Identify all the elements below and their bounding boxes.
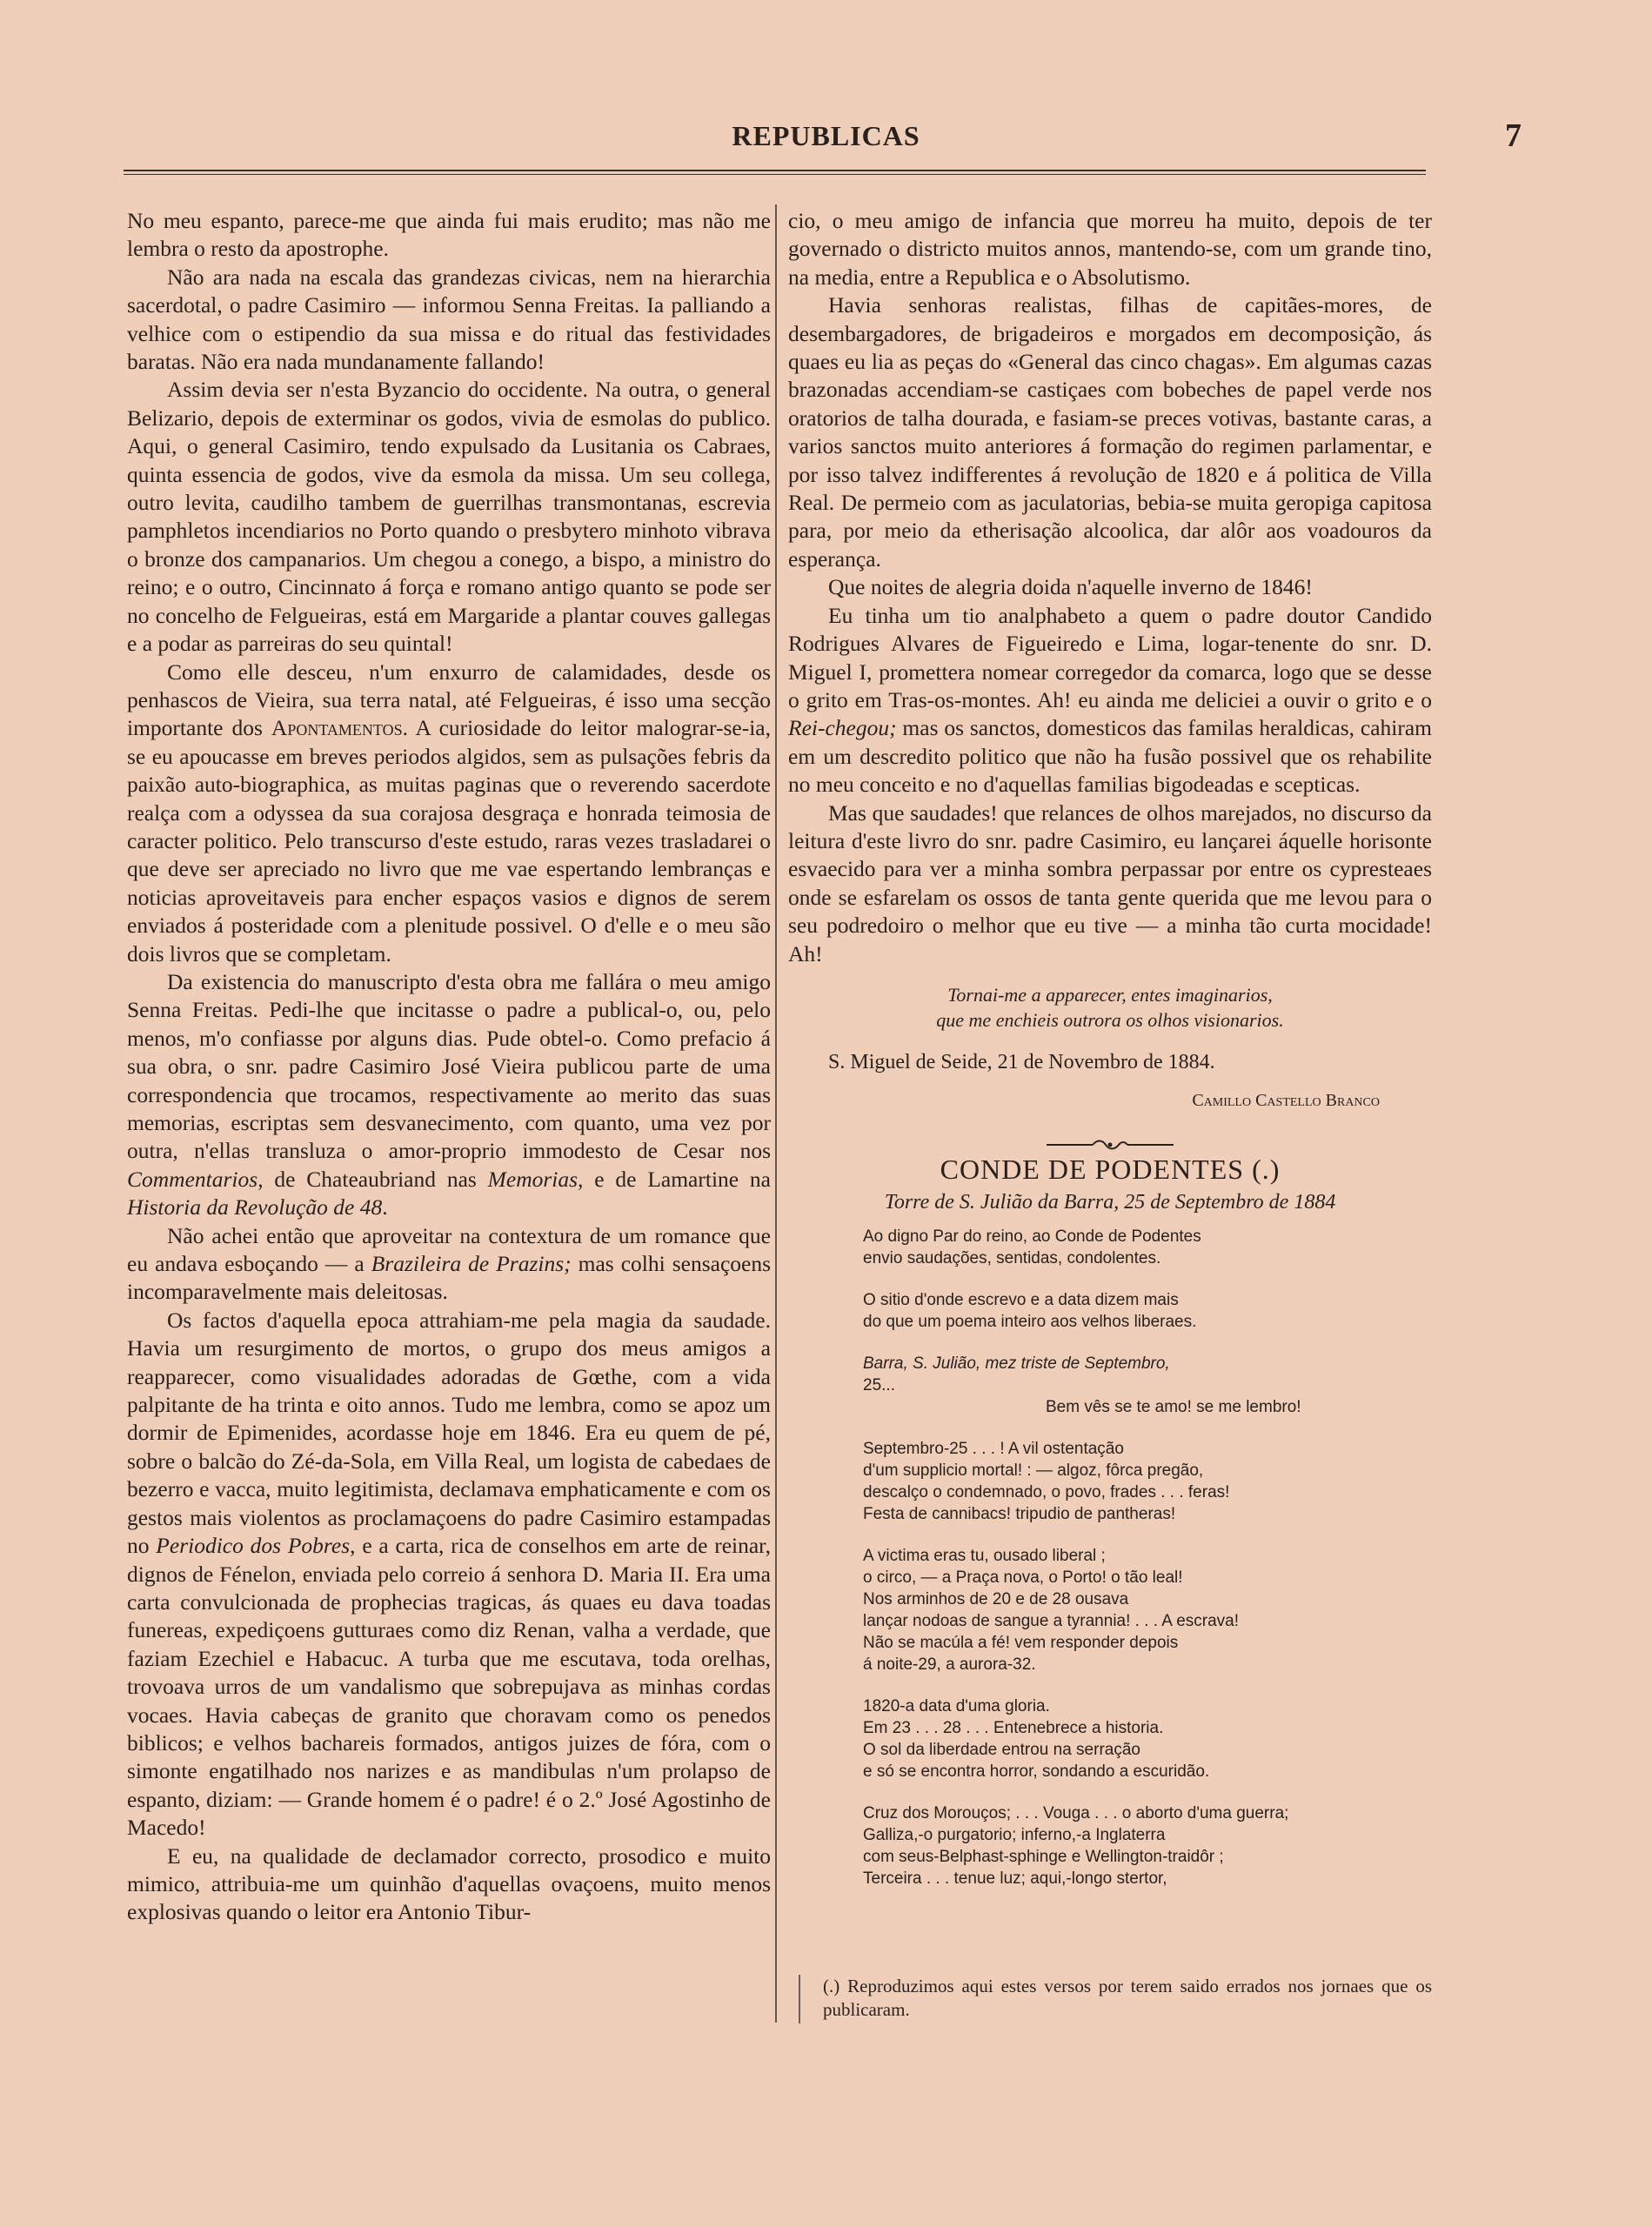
poem-stanza <box>863 1695 1432 1782</box>
text-run: mas os sanctos, domesticos das familas heraldicas, cahiram em um descredito politico que não ha fusão possivel que os rehabilite no meu conceito e no d'aquellas familias bigodeadas e scepticas. <box>788 715 1432 798</box>
poem-line: O sitio d'onde escrevo e a data dizem mais <box>863 1290 1179 1309</box>
poem-line: Cruz dos Morouços; . . . Vouga . . . o aborto d'uma guerra; <box>863 1803 1289 1822</box>
signature: Camillo Castello Branco <box>1192 1091 1380 1111</box>
poem-line: Não se macúla a fé! vem responder depois <box>863 1633 1179 1652</box>
decorative-rule-ornament-icon <box>788 1131 1432 1148</box>
paragraph <box>127 1222 771 1307</box>
poem-line: com seus-Belphast-sphinge e Wellington-traidôr ; <box>863 1847 1224 1866</box>
left-column <box>127 207 771 1927</box>
dateline: S. Miguel de Seide, 21 de Novembro de 1884. <box>828 1050 1215 1073</box>
text-run: Não achei então que aproveitar na contextura de um romance que eu andava esboçando — a <box>127 1222 771 1277</box>
paragraph <box>788 602 1432 799</box>
poem-line: 1820-a data d'uma gloria. <box>863 1696 1050 1715</box>
text-run: Os factos d'aquella epoca attrahiam-me pela magia da saudade. Havia um resurgimento de mortos, o grupo dos meus amigos a reapparecer, como visualidades adoradas de Gœthe, com a vida palpitante de ha trinta e oito annos. Tudo me lembra, como se apoz um dormir de Epimenides, acordasse hoje em 1846. Era eu quem de pé, sobre o balcão do Zé-da-Sola, em Villa Real, um logista de cabedaes de bezerro e vacca, muito legitimista, declamava emphaticamente e com os gestos mais violentos as proclamaçoens do padre Casimiro estampadas no <box>127 1307 771 1559</box>
right-column <box>788 207 1432 1909</box>
poem-line: e só se encontra horror, sondando a escuridão. <box>863 1762 1210 1781</box>
text-run: Como elle desceu, n'um enxurro de calamidades, desde os penhascos de Vieira, sua terra natal, até Felgueiras, é isso uma secção importante dos <box>127 659 771 741</box>
page-number: 7 <box>1505 117 1522 154</box>
poem-stanza <box>863 1289 1432 1333</box>
footnote-bracket <box>799 1975 800 2023</box>
paragraph <box>127 659 771 968</box>
poem-stanza <box>863 1545 1432 1675</box>
poem-line: Septembro-25 . . . ! A vil ostentação <box>863 1439 1124 1458</box>
running-title: REPUBLICAS <box>732 120 920 151</box>
book-title-smallcaps: Apontamentos <box>271 715 403 741</box>
paragraph <box>127 1307 771 1842</box>
footnote-text: (.) Reproduzimos aqui estes versos por terem saido errados nos jornaes que os publicaram. <box>823 1976 1432 2020</box>
text-run: e de Lamartine na <box>583 1166 771 1192</box>
poem-title: CONDE DE PODENTES (.) <box>940 1153 1281 1185</box>
poem-body <box>863 1226 1432 1889</box>
poem-line: 25... <box>863 1375 895 1394</box>
paragraph <box>127 968 771 1222</box>
poem-line: Galliza,-o purgatorio; inferno,-a Inglaterra <box>863 1825 1166 1844</box>
italic-title: Historia da Revolução de 48 <box>127 1194 383 1221</box>
text-run: Da existencia do manuscripto d'esta obra me fallára o meu amigo Senna Freitas. Pedi-lhe que incitasse o padre a publical-o, ou, pelo menos, m'o confiasse por alguns dias. Pude obtel-o. Como prefacio á sua obra, o snr. padre Casimiro José Vieira publicou parte de uma correspondencia que trocamos, respectivamente ao merito das suas memorias, escriptas sem desvanecimento, com quanto, uma vez por outra, n'ellas transluza o amor-proprio immodesto de Cesar nos <box>127 968 771 1164</box>
poem-line: Terceira . . . tenue luz; aqui,-longo stertor, <box>863 1869 1167 1888</box>
italic-title: Periodico dos Pobres <box>156 1533 351 1559</box>
text-run: mas colhi sensaçoens incomparavelmente mais deleitosas. <box>127 1251 771 1305</box>
text-run: Eu tinha um tio analphabeto a quem o padre doutor Candido Rodrigues Alvares de Figueiredo e Lima, logar-tenente do snr. D. Miguel I, promettera nomear corregedor da comarca, logo que se desse o grito em Tras-os-montes. Ah! eu ainda me deliciei a ouvir o grito e o <box>788 602 1432 712</box>
poem-line: A victima eras tu, ousado liberal ; <box>863 1546 1106 1565</box>
poem-subtitle: Torre de S. Julião da Barra, 25 de Septembro de 1884 <box>884 1191 1336 1214</box>
paragraph: cio, o meu amigo de infancia que morreu ha muito, depois de ter governado o districto muitos annos, mantendo-se, com um grande tino, na media, entre a Republica e o Absolutismo. <box>788 208 1432 290</box>
epigraph <box>788 982 1432 1033</box>
poem-line: do que um poema inteiro aos velhos liberaes. <box>863 1312 1197 1331</box>
poem-line: Bem vês se te amo! se me lembro! <box>1046 1397 1301 1416</box>
epigraph-line: que me enchieis outrora os olhos visionarios. <box>936 1008 1284 1031</box>
paragraph: Assim devia ser n'esta Byzancio do occidente. Na outra, o general Belizario, depois de exterminar os godos, vivia de esmolas do publico. Aqui, o general Casimiro, tendo expulsado da Lusitania os Cabraes, quinta essencia de godos, vive da esmola da missa. Um seu collega, outro levita, caudilho tambem de guerrilhas transmontanas, escrevia pamphletos incendiarios no Porto quando o presbytero minhoto vibrava o bronze dos campanarios. Um chegou a conego, a bispo, a ministro do reino; e o outro, Cincinnato á força e romano antigo quanto se pode ser no concelho de Felgueiras, está em Margaride a plantar couves gallegas e a podar as parreiras do seu quintal! <box>127 377 771 657</box>
poem-line: Barra, S. Julião, mez triste de Septembro, <box>863 1354 1170 1373</box>
paragraph: Havia senhoras realistas, filhas de capitães-mores, de desembargadores, de brigadeiros e morgados em decomposição, ás quaes eu lia as peças do «General das cinco chagas». Em algumas cazas brazonadas accendiam-se castiçaes com bobeches de papel verde nos oratorios de talha dourada, e fasiam-se preces votivas, bastante caras, a varios sanctos muito anteriores á formação do regimen parlamentar, e por isso talvez indifferentes á revolução de 1820 e á politica de Villa Real. De permeio com as jaculatorias, bebia-se muita geropiga capitosa para, por meio da etherisação alcoolica, dar alôr aos voadouros da esperança. <box>788 292 1432 572</box>
epigraph-line: Tornai-me a apparecer, entes imaginarios, <box>947 983 1273 1006</box>
paragraph: Mas que saudades! que relances de olhos marejados, no discurso da leitura d'este livro do snr. padre Casimiro, eu lançarei áquelle horisonte esvaecido para ver a minha sombra perpassar por entre os cypresteaes onde se esfarelam os ossos de tanta gente querida que me levou para o seu podredoiro o melhor que eu tive — a minha tão curta mocidade! Ah! <box>788 799 1432 966</box>
paragraph: E eu, na qualidade de declamador correcto, prosodico e muito mimico, attribuia-me um quinhão d'aquellas ovaçoens, muito menos explosivas quando o leitor era Antonio Tibur- <box>127 1842 771 1925</box>
text-run: , e a carta, rica de conselhos em arte de reinar, dignos de Fénelon, enviada pelo correio á senhora D. Maria II. Era uma carta convulcionada de prophecias tragicas, ás quaes eu dava toadas funereas, expediçoens gutturaes como diz Renan, valha a verdade, que faziam Ezechiel e Habacuc. A turba que me escutava, toda orelhas, trovoava urros de um vandalismo que sobrepujava as minhas cordas vocaes. Havia cabeças de granito que choravam como os penedos biblicos; e velhos bachareis formados, antigos juizes de fóra, com o simonte engatilhado nos narizes e as mandibulas n'um prolapso de espanto, diziam: — Grande homem é o padre! é o 2.º José Agostinho de Macedo! <box>127 1533 772 1841</box>
poem-line: Ao digno Par do reino, ao Conde de Podentes <box>863 1227 1201 1246</box>
poem-line: lançar nodoas de sangue a tyrannia! . . . A escrava! <box>863 1611 1239 1630</box>
poem-line: á noite-29, a aurora-32. <box>863 1655 1036 1674</box>
poem-line: d'um supplicio mortal! : — algoz, fôrca pregão, <box>863 1461 1204 1480</box>
paragraph: No meu espanto, parece-me que ainda fui mais erudito; mas não me lembra o resto da apostrophe. <box>127 208 771 262</box>
poem-stanza <box>863 1438 1432 1525</box>
poem-stanza <box>863 1353 1432 1418</box>
page-header <box>122 111 1530 164</box>
poem-line: o circo, — a Praça nova, o Porto! o tão leal! <box>863 1568 1183 1587</box>
poem-line: O sol da liberdade entrou na serração <box>863 1740 1140 1759</box>
text-run: . A curiosidade do leitor malograr-se-ia, se eu apoucasse em breves periodos algidos, sem as pulsações febris da paixão auto-biographica, as muitas paginas que o reverendo sacerdote realça com a odyssea da sua corajosa desgraça e honrada teimosia de caracter politico. Pelo transcurso d'este estudo, raras vezes trasladarei o que deve ser apreciado no livro que me vae espertando lembranças e noticias aproveitaveis para encher espaços vasios e dignos de serem enviados á posteridade com a plenitude possivel. O d'elle e o meu são dois livros que se completam. <box>127 715 771 966</box>
poem-stanza <box>863 1226 1432 1269</box>
poem-line: Festa de cannibacs! tripudio de pantheras! <box>863 1504 1176 1523</box>
poem-stanza <box>863 1802 1432 1889</box>
italic-title: Brazileira de Prazins; <box>371 1251 572 1277</box>
paragraph: Que noites de alegria doida n'aquelle inverno de 1846! <box>828 574 1313 600</box>
column-divider <box>775 204 777 2023</box>
footnote <box>823 1975 1432 2022</box>
italic-title: Commentarios <box>127 1166 258 1192</box>
poem-line: envio saudações, sentidas, condolentes. <box>863 1248 1161 1267</box>
poem-line: Nos arminhos de 20 e de 28 ousava <box>863 1589 1129 1608</box>
italic-phrase: Rei-chegou; <box>788 715 897 741</box>
italic-title: Memorias, <box>487 1166 584 1192</box>
poem-line: descalço o condemnado, o povo, frades . . . feras! <box>863 1482 1230 1501</box>
paragraph: Não ara nada na escala das grandezas civicas, nem na hierarchia sacerdotal, o padre Casimiro — informou Senna Freitas. Ia palliando a velhice com o estipendio da sua missa e do ritual das festividades baratas. Não era nada mundanamente fallando! <box>127 264 771 375</box>
poem-line: Em 23 . . . 28 . . . Entenebrece a historia. <box>863 1718 1164 1737</box>
text-run: . <box>382 1194 388 1221</box>
text-run: , de Chateaubriand nas <box>257 1166 488 1192</box>
header-rule <box>124 170 1426 175</box>
